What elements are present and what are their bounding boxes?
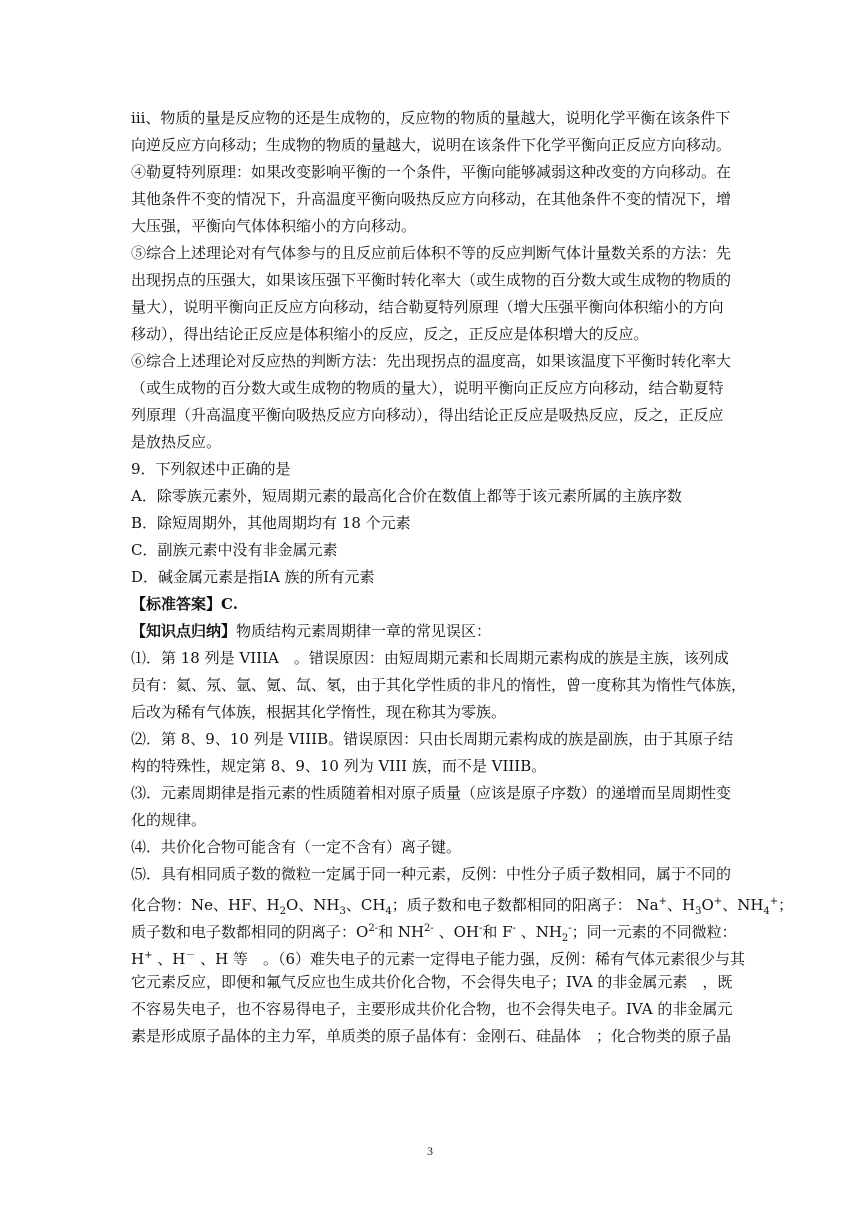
formula-line <box>131 915 737 944</box>
formula-line <box>131 942 746 969</box>
text-run: 和 F <box>482 923 513 941</box>
superscript: - <box>478 923 483 934</box>
text-run: 、OH <box>433 923 479 941</box>
text-line: ⅲ、物质的量是反应物的还是生成物的，反应物的物质的量越大，说明化学平衡在该条件下 <box>131 109 731 127</box>
text-run: 化合物：Ne、HF、H <box>131 896 280 914</box>
text-run: 、H <box>667 896 696 914</box>
question-option-b: B．除短周期外，其他周期均有 18 个元素 <box>131 514 411 532</box>
superscript: 2- <box>424 923 434 934</box>
text-line: 量大），说明平衡向正反应方向移动，结合勒夏特列原理（增大压强平衡向体积缩小的方向 <box>131 298 724 316</box>
text-line: ⑤综合上述理论对有气体参与的且反应前后体积不等的反应判断气体计量数关系的方法：先 <box>131 244 732 262</box>
summary-item-line: ⑷．共价化合物可能含有（一定不含有）离子键。 <box>131 838 462 856</box>
question-stem: 9．下列叙述中正确的是 <box>131 460 291 478</box>
text-run: 质子数和电子数都相同的阴离子：O <box>131 923 369 941</box>
summary-item-line: ⑶．元素周期律是指元素的性质随着相对原子质量（应该是原子序数）的递增而呈周期性变 <box>131 784 732 802</box>
subscript: 3 <box>695 906 702 917</box>
question-option-a: A．除零族元素外，短周期元素的最高化合价在数值上都等于该元素所属的主族序数 <box>131 487 682 505</box>
summary-intro: 物质结构元素周期律一章的常见误区： <box>236 622 492 640</box>
summary-item-line: ⑵．第 8、9、10 列是 VIIIB。错误原因：只由长周期元素构成的族是副族，由于其原子结 <box>131 730 734 748</box>
subscript: 4 <box>385 906 392 917</box>
summary-item-line: 化的规律。 <box>131 811 207 829</box>
superscript: + <box>144 950 153 961</box>
text-run: ；同一元素的不同微粒： <box>571 923 737 941</box>
summary-item-line: 素是形成原子晶体的主力军，单质类的原子晶体有：金刚石、硅晶体 ；化合物类的原子晶 <box>131 1027 732 1045</box>
summary-item-line: 不容易失电子，也不容易得电子，主要形成共价化合物，也不会得失电子。IVA 的非金属元 <box>131 1000 733 1018</box>
summary-item-line: 它元素反应，即便和氟气反应也生成共价化合物，不会得失电子；IVA 的非金属元素 ，既 <box>131 973 733 991</box>
page-content <box>131 105 794 1050</box>
summary-item-line: 构的特殊性，规定第 8、9、10 列为 VIII 族，而不是 VIIIB。 <box>131 757 547 775</box>
summary-item-line: ⑴．第 18 列是 VIIIA 。错误原因：由短周期元素和长周期元素构成的族是主族，该列成 <box>131 649 729 667</box>
question-option-d: D．碱金属元素是指ⅠA 族的所有元素 <box>131 568 375 586</box>
summary-label: 【知识点归纳】 <box>131 622 237 640</box>
text-run: ；质子数和电子数都相同的阳离子： Na <box>391 896 659 914</box>
summary-item-line: ⑸．具有相同质子数的微粒一定属于同一种元素，反例：中性分子质子数相同，属于不同的 <box>131 865 732 883</box>
superscript: - <box>568 923 572 934</box>
text-line: 向逆反应方向移动；生成物的物质的量越大，说明在该条件下化学平衡向正反应方向移动。 <box>131 136 732 154</box>
answer-label: 【标准答案】 <box>131 595 222 613</box>
text-line: 移动），得出结论正反应是体积缩小的反应，反之，正反应是体积增大的反应。 <box>131 325 649 343</box>
text-run: 、H 等 。（6）难失电子的元素一定得电子能力强，反例：稀有气体元素很少与其 <box>195 950 746 968</box>
subscript: 3 <box>339 906 346 917</box>
subscript: 4 <box>763 906 770 917</box>
subscript: 2 <box>279 906 286 917</box>
standard-answer <box>131 591 731 618</box>
text-run: 、H <box>152 950 186 968</box>
formula-line <box>131 888 794 917</box>
text-line: 是放热反应。 <box>131 433 222 451</box>
page-number: 3 <box>427 1144 433 1158</box>
text-run: H <box>131 950 145 968</box>
text-line: 出现拐点的压强大，如果该压强下平衡时转化率大（或生成物的百分数大或生成物的物质的 <box>131 271 732 289</box>
text-line: 列原理（升高温度平衡向吸热反应方向移动），得出结论正反应是吸热反应，反之，正反应 <box>131 406 724 424</box>
summary-heading <box>131 618 731 645</box>
text-run: 、CH <box>345 896 386 914</box>
text-run: 、NH <box>722 896 764 914</box>
superscript: + <box>713 896 723 907</box>
text-line: 大压强，平衡向气体体积缩小的方向移动。 <box>131 217 417 235</box>
superscript: - <box>512 923 516 934</box>
superscript: + <box>658 896 668 907</box>
text-run: O、NH <box>285 896 340 914</box>
superscript: － <box>185 950 196 961</box>
text-run: 和 NH <box>378 923 425 941</box>
text-line: ④勒夏特列原理：如果改变影响平衡的一个条件，平衡向能够减弱这种改变的方向移动。在 <box>131 163 732 181</box>
superscript: 2- <box>368 923 379 934</box>
text-line: （或生成物的百分数大或生成物的物质的量大），说明平衡向正反应方向移动，结合勒夏特 <box>131 379 724 397</box>
text-line: ⑥综合上述理论对反应热的判断方法：先出现拐点的温度高，如果该温度下平衡时转化率大 <box>131 352 732 370</box>
text-line: 其他条件不变的情况下，升高温度平衡向吸热反应方向移动，在其他条件不变的情况下，增 <box>131 190 732 208</box>
text-run: ； <box>778 896 794 914</box>
subscript: 2 <box>561 933 569 944</box>
question-option-c: C．副族元素中没有非金属元素 <box>131 541 338 559</box>
summary-item-line: 员有：氦、氖、氩、氪、氙、氡，由于其化学性质的非凡的惰性，曾一度称其为惰性气体族， <box>131 676 747 694</box>
text-run: 、NH <box>515 923 562 941</box>
superscript: + <box>769 896 779 907</box>
text-run: O <box>701 896 714 914</box>
summary-item-line: 后改为稀有气体族，根据其化学惰性，现在称其为零族。 <box>131 703 507 721</box>
answer-value: C. <box>221 595 238 613</box>
